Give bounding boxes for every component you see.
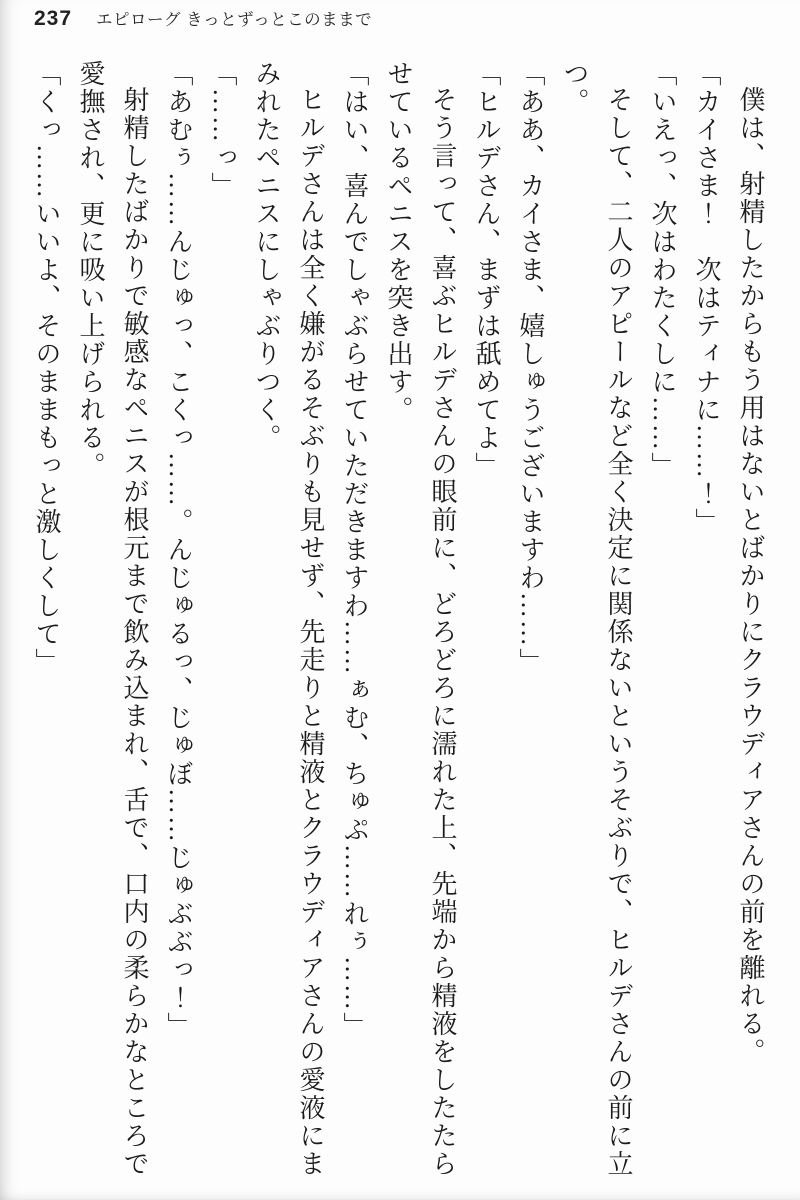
paragraph-dialogue: 「カイさま！ 次はティナに……！」 [692,60,721,536]
paragraph-dialogue: 「あむぅ……んじゅっ、こくっ……。んじゅるっ、じゅぼ……じゅぶぶっ！」 [164,60,193,1040]
paragraph-dialogue: 「くっ……いいよ、そのままもっと激しくして」 [32,60,61,676]
page-header [34,6,372,31]
paragraph-dialogue: 「ヒルデさん、まずは舐めてよ」 [472,60,501,480]
paragraph-dialogue: 「ああ、カイさま、嬉しゅうございますわ……」 [516,60,545,676]
paragraph-dialogue: 「いえっ、次はわたくしに……」 [648,60,677,480]
body-text [24,60,772,1192]
paragraph-narration: 僕は、射精したからもう用はないとばかりにクラウディアさんの前を離れる。 [736,86,765,1066]
paragraph-narration: そして、二人のアピールなど全く決定に関係ないというそぶりで、ヒルデさんの前に立つ。 [560,60,633,1178]
page-number: 237 [34,7,73,30]
paragraph-narration: そう言って、喜ぶヒルデさんの眼前に、どろどろに濡れた上、先端から精液をしたたらせているペニスを突き出す。 [384,60,457,1178]
paragraph-narration: ヒルデさんは全く嫌がるそぶりも見せず、先走りと精液とクラウディアさんの愛液にまみれたペニスにしゃぶりつく。 [252,60,325,1178]
paragraph-narration: 射精したばかりで敏感なペニスが根元まで飲み込まれ、舌で、口内の柔らかなところで愛撫され、更に吸い上げられる。 [76,60,149,1178]
chapter-title: エピローグ きっとずっとこのままで [96,11,373,29]
paragraph-dialogue: 「はい、喜んでしゃぶらせていただきますわ……ぁむ、ちゅぷ……れぅ……」 [340,60,369,1040]
paragraph-dialogue: 「……っ」 [208,60,237,200]
